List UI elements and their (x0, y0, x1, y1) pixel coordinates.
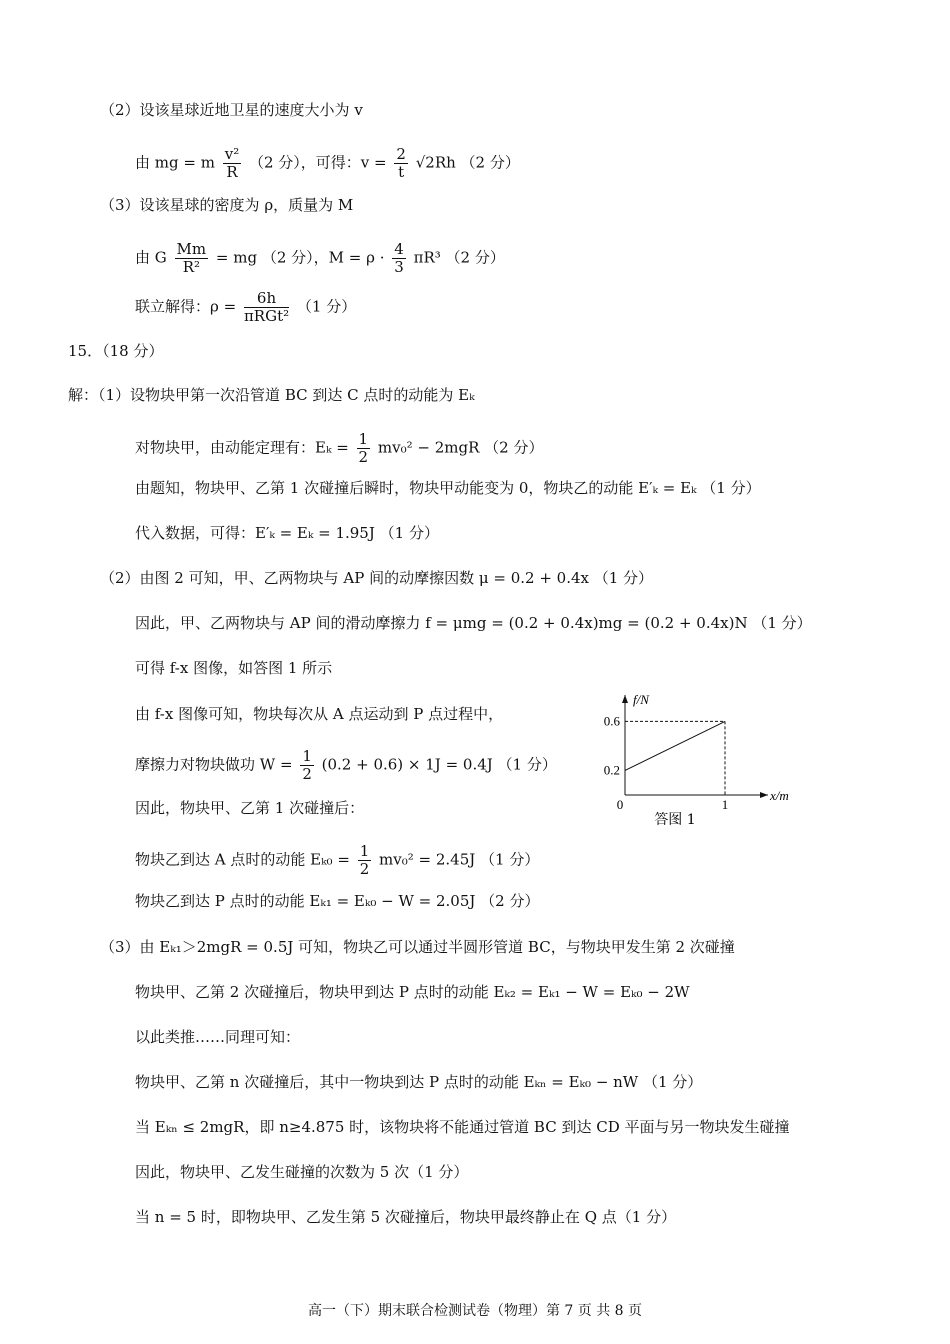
fraction: $\frac{Mm}{\text{R²}}$ (176, 240, 207, 276)
line-4-a: 由 G (135, 248, 167, 267)
line-17 (135, 843, 539, 878)
line-9: 由题知，物块甲、乙第 1 次碰撞后瞬时，物块甲动能变为 0，物块乙的动能 E′ₖ = Eₖ （1 分） (135, 479, 761, 497)
line-11: （2）由图 2 可知，甲、乙两物块与 AP 间的动摩擦因数 μ = 0.2 + 0.4x （1 分） (100, 569, 654, 587)
line-15 (135, 748, 557, 783)
line-8 (135, 431, 543, 466)
chart-labels (604, 692, 789, 828)
chart-marks (625, 721, 725, 795)
line-19: （3）由 Eₖ₁＞2mgR = 0.5J 可知，物块乙可以通过半圆形管道 BC，与物块甲发生第 2 次碰撞 (100, 938, 735, 956)
line-5-a: 联立解得：ρ = (135, 297, 237, 316)
x-tick-label: 0 (616, 797, 624, 812)
line-2-a: 由 mg = m (135, 153, 215, 172)
fraction: $\frac{1}{2}$ (359, 842, 370, 878)
fraction: $\frac{1}{2}$ (358, 430, 369, 466)
line-21: 以此类推……同理可知： (135, 1028, 301, 1046)
line-2-c: √2Rh （2 分） (415, 153, 520, 172)
fraction: $\frac{2}{t}$ (396, 145, 406, 181)
line-3: （3）设该星球的密度为 ρ，质量为 M (100, 196, 354, 214)
line-4-c: πR³ （2 分） (413, 248, 505, 267)
line-4-b: = mg （2 分），M = ρ · (215, 248, 385, 267)
line-10: 代入数据，可得：E′ₖ = Eₖ = 1.95J （1 分） (135, 524, 439, 542)
chart-axes (622, 695, 768, 798)
line-13: 可得 f-x 图像，如答图 1 所示 (135, 659, 333, 677)
chart-title: 答图 1 (654, 812, 696, 828)
x-axis-label: x/m (770, 788, 789, 803)
line-24: 因此，物块甲、乙发生碰撞的次数为 5 次（1 分） (135, 1163, 469, 1181)
line-1: （2）设该星球近地卫星的速度大小为 v (100, 101, 363, 119)
series-line-f (625, 721, 725, 770)
line-17-a: 物块乙到达 A 点时的动能 Eₖ₀ = (135, 850, 350, 869)
line-15-b: (0.2 + 0.6) × 1J = 0.4J （1 分） (321, 755, 557, 774)
line-7: 解：（1）设物块甲第一次沿管道 BC 到达 C 点时的动能为 Eₖ (68, 386, 475, 404)
line-5 (135, 290, 356, 325)
line-14: 由 f-x 图像可知，物块每次从 A 点运动到 P 点过程中， (135, 705, 504, 723)
fraction: $\frac{1}{2}$ (302, 747, 312, 783)
x-tick-label: 1 (721, 797, 729, 812)
line-12: 因此，甲、乙两物块与 AP 间的滑动摩擦力 f = μmg = (0.2 + 0.4x)mg = (0.2 + 0.4x)N （1 分） (135, 614, 812, 632)
line-8-b: mv₀² − 2mgR （2 分） (377, 438, 544, 457)
x-axis-arrow (760, 792, 768, 798)
y-axis-label: f/N (633, 692, 649, 707)
line-23: 当 Eₖₙ ≤ 2mgR，即 n≥4.875 时，该物块将不能通过管道 BC 到达 CD 平面与另一物块发生碰撞 (135, 1118, 790, 1136)
line-22: 物块甲、乙第 n 次碰撞后，其中一物块到达 P 点时的动能 Eₖₙ = Eₖ₀ − nW （1 分） (135, 1073, 703, 1091)
line-6: 15．（18 分） (68, 342, 164, 360)
fx-chart (595, 690, 789, 830)
line-2 (135, 146, 520, 181)
line-4 (135, 241, 505, 276)
line-2-b: （2 分），可得：v = (249, 153, 387, 172)
page-footer: 高一（下）期末联合检测试卷（物理）第 7 页 共 8 页 (307, 1303, 643, 1319)
fraction: $\frac{6h}{\text{πRGt²}}$ (243, 289, 290, 325)
line-5-b: （1 分） (296, 297, 357, 316)
y-axis-arrow (622, 695, 628, 703)
fraction: $\frac{4}{3}$ (394, 240, 404, 276)
line-18: 物块乙到达 P 点时的动能 Eₖ₁ = Eₖ₀ − W = 2.05J （2 分） (135, 892, 540, 910)
fraction: $\frac{\text{v²}}{R}$ (224, 145, 240, 181)
line-20: 物块甲、乙第 2 次碰撞后，物块甲到达 P 点时的动能 Eₖ₂ = Eₖ₁ − W = Eₖ₀ − 2W (135, 983, 690, 1001)
line-8-a: 对物块甲，由动能定理有：Eₖ = (135, 438, 349, 457)
line-15-a: 摩擦力对物块做功 W = (135, 755, 293, 774)
line-25: 当 n = 5 时，即物块甲、乙发生第 5 次碰撞后，物块甲最终静止在 Q 点（1 分） (135, 1208, 677, 1226)
line-16: 因此，物块甲、乙第 1 次碰撞后： (135, 799, 365, 817)
line-17-b: mv₀² = 2.45J （1 分） (379, 850, 540, 869)
y-tick-label: 0.2 (603, 762, 620, 778)
y-tick-label: 0.6 (603, 713, 620, 729)
